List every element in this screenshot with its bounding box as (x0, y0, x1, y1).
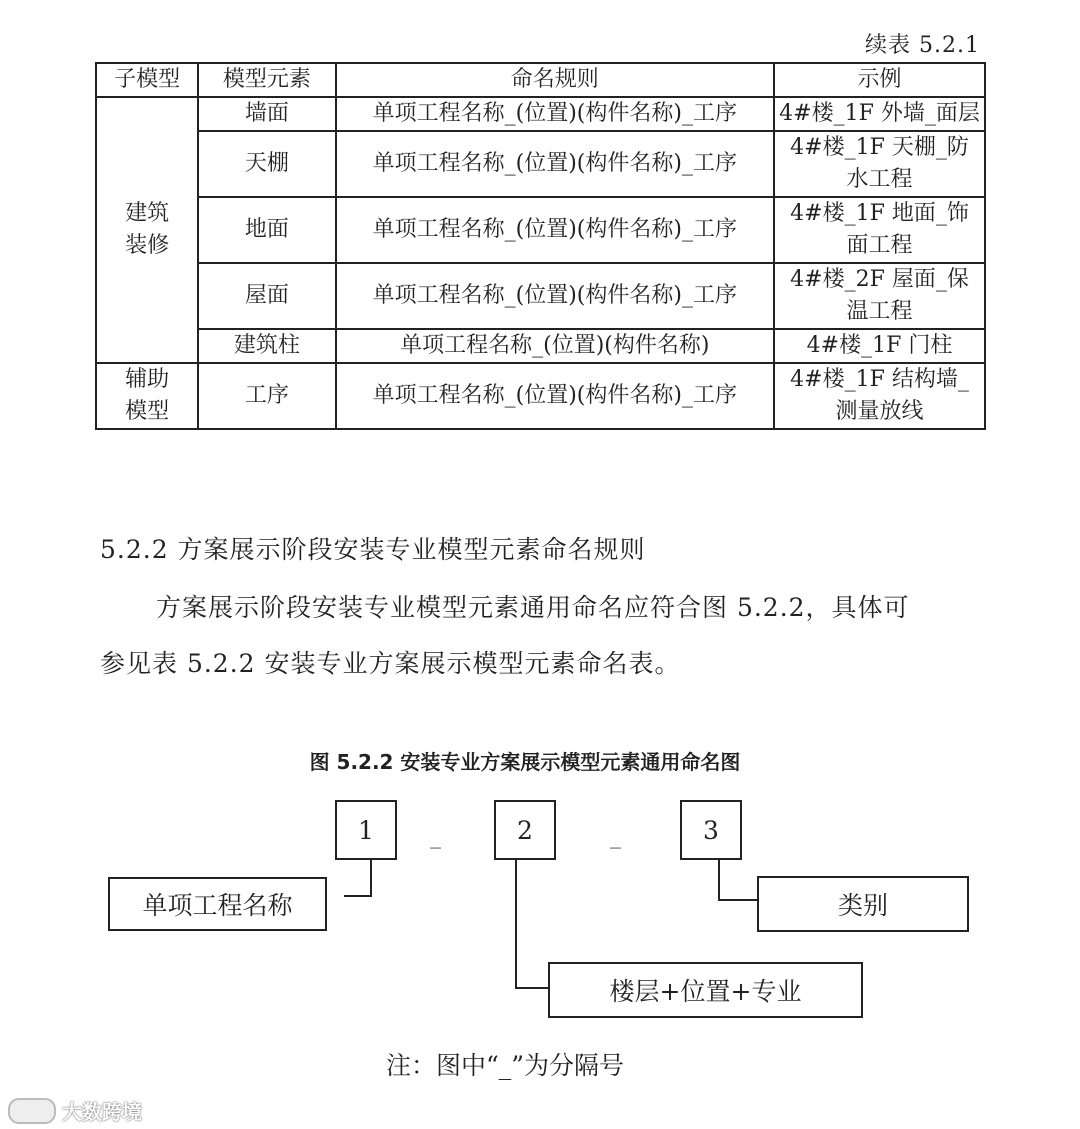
example-cell: 4#楼_1F 结构墙_ 测量放线 (774, 363, 985, 429)
rule-cell: 单项工程名称_(位置)(构件名称)_工序 (336, 97, 774, 131)
figure-note: 注：图中“_”为分隔号 (385, 1051, 625, 1080)
example-cell: 4#楼_1F 地面_饰 面工程 (774, 197, 985, 263)
label-box-project-name: 单项工程名称 (108, 877, 327, 931)
label-box-floor-position-discipline: 楼层+位置+专业 (548, 962, 863, 1018)
body-paragraph-continued: 参见表 5.2.2 安装专业方案展示模型元素命名表。 (100, 649, 681, 678)
separator-2: _ (610, 824, 621, 849)
rule-cell: 单项工程名称_(位置)(构件名称)_工序 (336, 197, 774, 263)
element-cell: 工序 (198, 363, 335, 429)
table-caption: 续表 5.2.1 (865, 33, 980, 58)
watermark (8, 1096, 142, 1125)
header-rule: 命名规则 (336, 63, 774, 97)
element-cell: 建筑柱 (198, 329, 335, 363)
slot-box-3: 3 (680, 800, 742, 860)
slot-box-1: 1 (335, 800, 397, 860)
group-cell-architecture: 建筑 装修 (96, 97, 198, 363)
separator-1: _ (430, 824, 441, 849)
connector-slot1 (344, 860, 371, 896)
connector-slot2 (516, 860, 548, 988)
slot-box-2: 2 (494, 800, 556, 860)
section-heading: 5.2.2 方案展示阶段安装专业模型元素命名规则 (100, 535, 646, 564)
rule-cell: 单项工程名称_(位置)(构件名称)_工序 (336, 263, 774, 329)
example-cell: 4#楼_2F 屋面_保 温工程 (774, 263, 985, 329)
example-cell: 4#楼_1F 外墙_面层 (774, 97, 985, 131)
element-cell: 屋面 (198, 263, 335, 329)
watermark-text: 大数跨境 (62, 1100, 142, 1124)
rule-cell: 单项工程名称_(位置)(构件名称)_工序 (336, 363, 774, 429)
element-cell: 墙面 (198, 97, 335, 131)
rule-cell: 单项工程名称_(位置)(构件名称) (336, 329, 774, 363)
header-element: 模型元素 (198, 63, 335, 97)
body-paragraph: 方案展示阶段安装专业模型元素通用命名应符合图 5.2.2，具体可 (156, 593, 910, 622)
connector-slot3 (719, 860, 757, 900)
header-submodel: 子模型 (96, 63, 198, 97)
group-cell-auxiliary: 辅助 模型 (96, 363, 198, 429)
rule-cell: 单项工程名称_(位置)(构件名称)_工序 (336, 131, 774, 197)
figure-title: 图 5.2.2 安装专业方案展示模型元素通用命名图 (309, 750, 741, 774)
element-cell: 天棚 (198, 131, 335, 197)
header-example: 示例 (774, 63, 985, 97)
example-cell: 4#楼_1F 天棚_防 水工程 (774, 131, 985, 197)
element-cell: 地面 (198, 197, 335, 263)
example-cell: 4#楼_1F 门柱 (774, 329, 985, 363)
label-box-category: 类别 (757, 876, 969, 932)
watermark-logo-icon (8, 1098, 56, 1124)
